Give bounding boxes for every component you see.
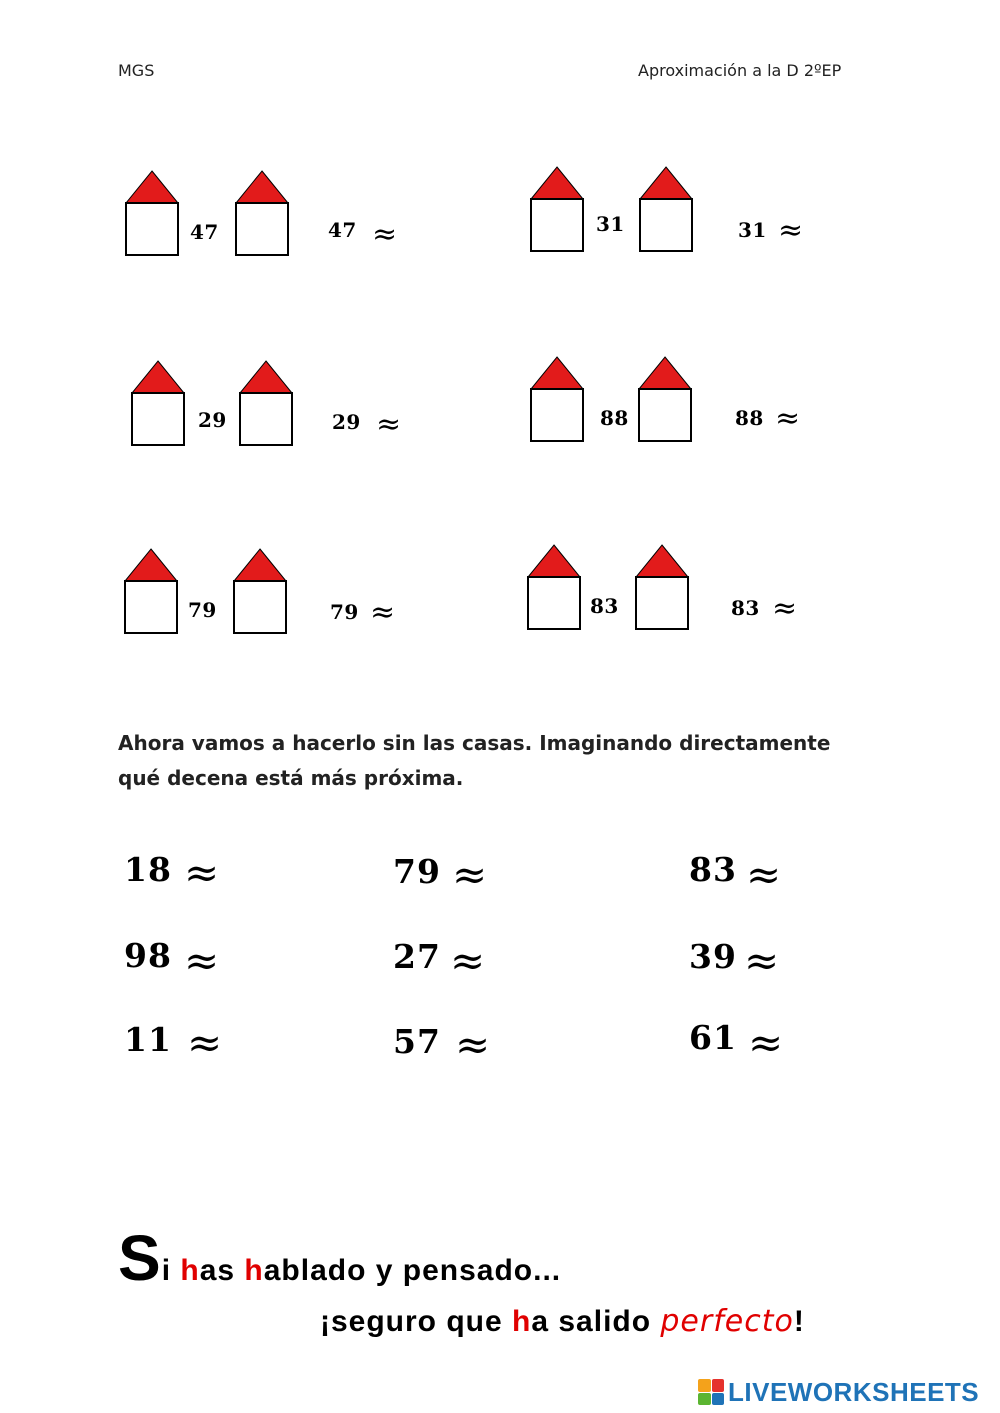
house-icon: [232, 548, 288, 634]
brand-name: LIVEWORKSHEETS: [728, 1376, 980, 1407]
house-icon: [638, 166, 694, 252]
approx-symbol: ≈: [778, 213, 804, 248]
approx-symbol: ≈: [748, 1018, 784, 1067]
approx-symbol: ≈: [775, 401, 801, 436]
house-number: 47: [190, 220, 219, 244]
approx-symbol: ≈: [376, 407, 402, 442]
header-left: MGS: [118, 61, 155, 80]
approx-symbol: ≈: [452, 850, 488, 899]
house-number: 83: [590, 594, 619, 618]
result-number: 31: [738, 218, 767, 242]
liveworksheets-logo-icon: [698, 1379, 724, 1405]
house-icon: [238, 360, 294, 446]
motto-red-h: h: [180, 1254, 200, 1287]
approx-symbol: ≈: [450, 936, 486, 985]
house-icon: [529, 166, 585, 252]
motto-red-h: h: [244, 1254, 264, 1287]
approx-symbol: ≈: [370, 595, 396, 630]
result-number: 88: [735, 406, 764, 430]
exercise-number: 27: [393, 937, 441, 976]
approx-symbol: ≈: [455, 1020, 491, 1069]
motto-perfecto: perfecto: [660, 1304, 794, 1339]
motto-text: as: [199, 1254, 245, 1287]
motto-text: a salido: [531, 1305, 661, 1338]
exercise-number: 18: [124, 850, 172, 889]
result-number: 47: [328, 218, 357, 242]
house-icon: [130, 360, 186, 446]
house-icon: [634, 544, 690, 630]
house-icon: [123, 548, 179, 634]
exercise-number: 98: [124, 936, 172, 975]
result-number: 83: [731, 596, 760, 620]
exercise-number: 83: [689, 850, 737, 889]
approx-symbol: ≈: [184, 936, 220, 985]
house-number: 79: [188, 598, 217, 622]
house-icon: [234, 170, 290, 256]
approx-symbol: ≈: [187, 1018, 223, 1067]
house-icon: [529, 356, 585, 442]
house-number: 29: [198, 408, 227, 432]
motto-line-1: [118, 1222, 562, 1294]
exercise-number: 61: [689, 1018, 737, 1057]
result-number: 79: [330, 600, 359, 624]
motto-red-h: h: [512, 1305, 532, 1338]
motto-line-2: [320, 1304, 805, 1339]
motto-big-s: S: [118, 1222, 162, 1294]
motto-text: ablado y pensado...: [263, 1254, 562, 1287]
exercise-number: 11: [124, 1020, 172, 1059]
approx-symbol: ≈: [746, 850, 782, 899]
house-icon: [124, 170, 180, 256]
motto-text: !: [793, 1305, 805, 1338]
instructions-text: Ahora vamos a hacerlo sin las casas. Imaginando directamente qué decena está más próxima.: [118, 731, 831, 790]
house-icon: [526, 544, 582, 630]
exercise-number: 39: [689, 937, 737, 976]
approx-symbol: ≈: [372, 217, 398, 252]
house-number: 31: [596, 212, 625, 236]
motto-text: i: [161, 1254, 181, 1287]
approx-symbol: ≈: [772, 591, 798, 626]
header-title: Aproximación a la D 2ºEP: [638, 61, 842, 80]
motto-text: ¡seguro que: [320, 1305, 513, 1338]
exercise-number: 57: [393, 1022, 441, 1061]
liveworksheets-brand[interactable]: [698, 1378, 979, 1406]
house-number: 88: [600, 406, 629, 430]
approx-symbol: ≈: [744, 936, 780, 985]
exercise-number: 79: [393, 852, 441, 891]
result-number: 29: [332, 410, 361, 434]
approx-symbol: ≈: [184, 848, 220, 897]
house-icon: [637, 356, 693, 442]
